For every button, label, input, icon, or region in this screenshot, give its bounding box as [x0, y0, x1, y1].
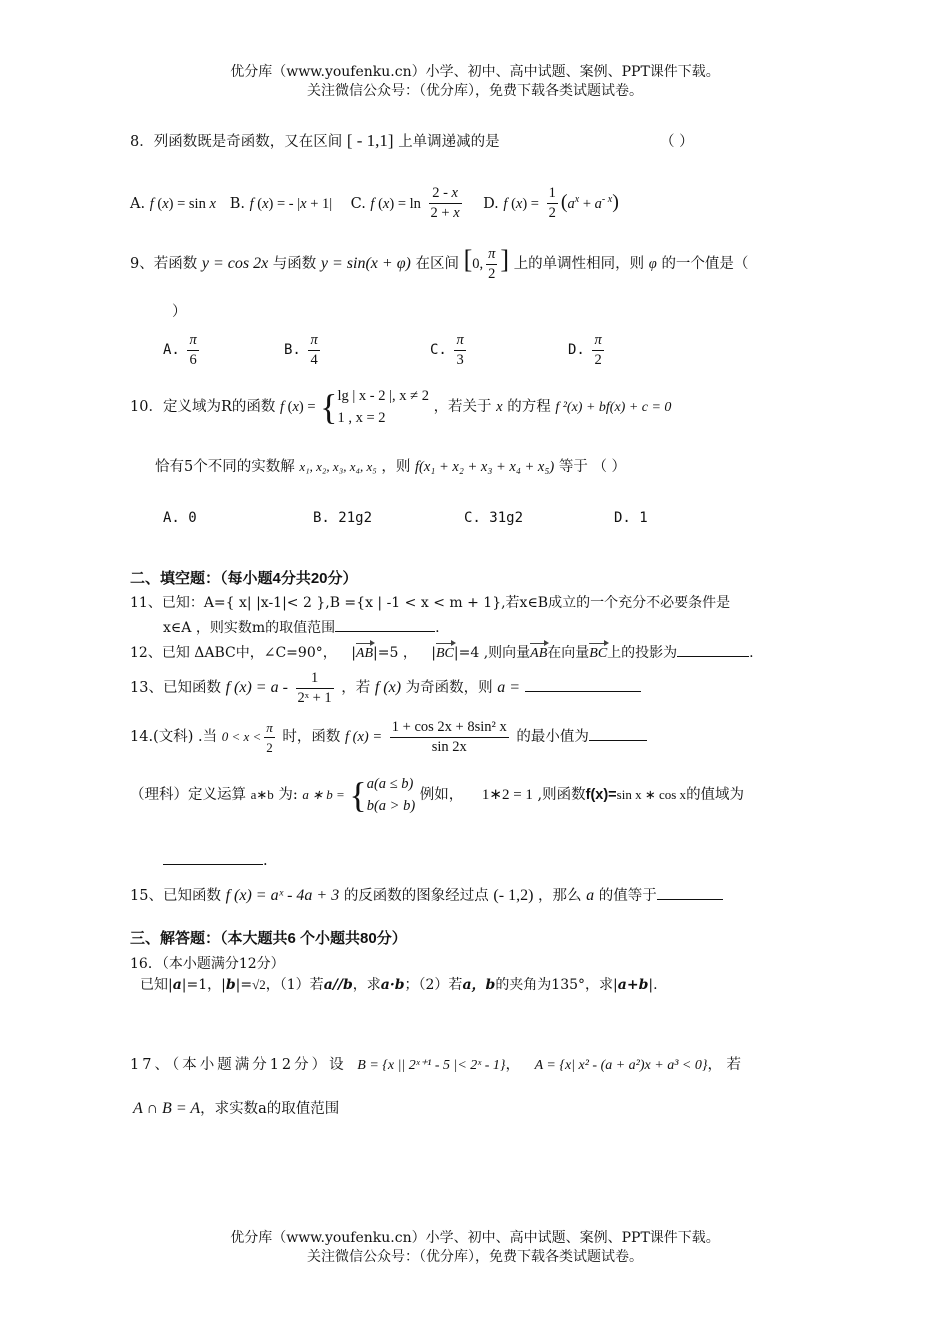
q10-expression: f(x₁ + x₂ + x₃ + x₄ + x₅)	[415, 459, 555, 475]
q10-x: x	[496, 399, 503, 415]
q12-sep: ，	[402, 645, 417, 661]
q11-text: x∈A ，则实数m的取值范围	[163, 620, 336, 636]
q10-option-c: C. 31g2	[464, 510, 524, 526]
q16-header: 16．（本小题满分12分）	[130, 956, 285, 972]
q9-text-5: 的一个值是（	[661, 256, 749, 272]
q16-body-7: 的夹角为135°，求|	[495, 977, 618, 993]
q9-phi: φ	[648, 256, 657, 272]
q14-text-3: ,则函数	[537, 787, 586, 803]
q10-text-1: 10．定义域为R的函数	[130, 399, 276, 415]
q12-text-2: ,则向量	[483, 645, 531, 661]
q12-vector-ab-2: AB	[530, 646, 548, 661]
section-2-title: 二、填空题：（每小题4分共20分）	[130, 570, 358, 587]
q16-vector-b: b	[225, 977, 236, 993]
q14-wei: 为:	[278, 787, 298, 803]
q10-case-1: lg | x - 2 |, x ≠ 2	[337, 388, 429, 404]
q14-text-2: 的最小值为	[516, 729, 589, 745]
section-3-title: 三、解答题：（本大题共6 个小题共80分）	[130, 930, 407, 947]
q12-text-4: 上的投影为	[607, 645, 678, 661]
q14-end: .	[263, 853, 268, 869]
q17-set-a: A = {x| x² - (a + a²)x + a³ < 0}	[534, 1058, 708, 1073]
q8-answer-paren: （ ）	[660, 134, 694, 150]
q15-text-1: 15、已知函数	[130, 888, 221, 904]
q8-option-d-label: D.	[483, 195, 499, 212]
q15-text-3: ，那么	[538, 888, 582, 904]
q9-function-2: y = sin(x + φ)	[320, 255, 411, 272]
q14-condition: 0 < x <	[221, 729, 262, 744]
question-15	[130, 878, 723, 914]
q17-header: 17、（本小题满分12分）设	[130, 1057, 347, 1073]
q13-numerator: 1	[296, 669, 334, 689]
q14-case-1: a(a ≤ b)	[366, 776, 414, 792]
q14-definition: a ∗ b =	[302, 787, 345, 802]
q8-options: A. f (x) = sin x B. f (x) = - |x + 1| C. f (x) = ln $\frac{2 - x}{2 + x}$ D. f (x) = $\frac{1}{2}$ $(a^x + a^{- x})$	[130, 185, 619, 222]
q10-text-6: 等于	[558, 459, 588, 475]
q9-option-c: C. $\frac{\pi}{3}$	[430, 331, 464, 368]
q9-option-b-label: B.	[284, 342, 301, 358]
q17-line-2	[133, 1097, 339, 1118]
question-12: 12、已知 ΔABC中，∠C=90°， |AB|=5 ， |BC|=4 ,则向量AB在向量BC上的投影为 .	[130, 642, 754, 662]
q15-answer-blank[interactable]	[657, 885, 723, 900]
q8-option-c-label: C.	[350, 195, 366, 212]
header-line-1: 优分库（www.youfenku.cn）小学、初中、高中试题、案例、PPT课件下载。	[230, 64, 720, 80]
q17-set-b: B = {x || 2ˣ⁺¹ - 5 |< 2ˣ - 1}	[357, 1058, 506, 1073]
q10-solutions: x₁, x₂, x₃, x₄, x₅	[299, 459, 377, 474]
q14-two: 2	[266, 739, 273, 755]
question-17	[130, 1050, 741, 1081]
q12-vector-bc: BC	[436, 646, 454, 661]
q14-wenke-answer-blank[interactable]	[589, 726, 647, 741]
q9-close-paren: ）	[172, 304, 187, 320]
q14-fx-bold: f(x)=	[585, 787, 617, 803]
q10-text-4: 恰有5个不同的实数解	[155, 459, 295, 475]
q13-text-1: 13、已知函数	[130, 680, 221, 696]
q14-example-label: 例如，	[419, 787, 464, 803]
q14-operator: a∗b	[250, 787, 274, 802]
q16-body-4: ，（1）若	[265, 977, 324, 993]
q17-comma: ，	[505, 1057, 520, 1073]
question-13	[130, 667, 641, 709]
q14-case-2: b(a > b)	[366, 798, 416, 814]
q11-line-2	[163, 617, 440, 637]
q9-text-3: 在区间	[415, 256, 459, 272]
question-9: 9、若函数 y = cos 2x 与函数 y = sin(x + φ) 在区间 [0, $\frac{\pi}{2}$ ] 上的单调性相同，则 φ 的一个值是（	[130, 245, 749, 282]
q9-option-b: B. $\frac{\pi}{4}$	[284, 331, 318, 368]
q16-vector-a: a	[172, 977, 182, 993]
q15-text-4: 的值等于	[598, 888, 657, 904]
q8-interval: [ - 1,1]	[346, 131, 394, 150]
q12-text-3: 在向量	[547, 645, 590, 661]
q8-tail: 上单调递减的是	[398, 134, 500, 150]
question-10: 10．定义域为R的函数 f (x) = { lg | x - 2 |, x ≠ 2 1 , x = 2 ，若关于 x 的方程 f ²(x) + bf(x) + c = 0	[130, 387, 672, 427]
q8-text: 8．列函数既是奇函数，又在区间	[130, 134, 343, 150]
q14-like-answer	[163, 850, 268, 869]
footer-line-2: 关注微信公众号：（优分库），免费下载各类试题试卷。	[307, 1249, 643, 1265]
q14-denominator: sin 2x	[431, 738, 467, 755]
q17-condition: A ∩ B = A	[133, 1100, 201, 1117]
q16-body-5: ，求	[352, 977, 381, 993]
q16-a-b: a，b	[462, 977, 496, 993]
q10-text-5: ，则	[381, 459, 411, 475]
q9-text-1: 9、若函数	[130, 256, 198, 272]
q9-text-4: 上的单调性相同，则	[513, 256, 645, 272]
q16-sum: a+b	[617, 977, 649, 993]
q14-example: 1∗2 = 1	[481, 787, 533, 803]
q9-option-a-label: A.	[163, 342, 180, 358]
q16-body-8: |.	[648, 977, 658, 993]
q13-fx: f (x)	[374, 679, 402, 696]
q9-option-d: D. $\frac{\pi}{2}$	[568, 331, 602, 368]
q12-end: .	[749, 645, 754, 661]
q9-option-d-label: D.	[568, 342, 585, 358]
q16-parallel: a//b	[323, 977, 353, 993]
q10-equation: f ²(x) + bf(x) + c = 0	[555, 400, 672, 415]
q10-option-d: D. 1	[614, 510, 648, 526]
q15-a: a	[586, 887, 595, 904]
q14-function-expr: sin x ∗ cos x	[616, 787, 687, 802]
q13-text-2: ，若	[341, 680, 371, 696]
q17-ruo: ， 若	[707, 1057, 742, 1073]
q16-body-1: 已知|	[140, 977, 173, 993]
q16-body-3: |=	[235, 977, 253, 993]
q14-fx: f (x) =	[345, 729, 383, 745]
header-line-2: 关注微信公众号：（优分库），免费下载各类试题试卷。	[307, 83, 643, 99]
q9-function-1: y = cos 2x	[201, 255, 269, 272]
q9-options: A. $\frac{\pi}{6}$	[163, 331, 197, 368]
q14-text-1: 时，函数	[282, 729, 341, 745]
footer-line-1: 优分库（www.youfenku.cn）小学、初中、高中试题、案例、PPT课件下载。	[230, 1230, 720, 1246]
q14-like-answer-blank[interactable]	[163, 850, 263, 865]
q16-sqrt2: √2	[252, 977, 266, 992]
q10-option-b: B. 21g2	[313, 510, 373, 526]
q13-function: f (x) = a -	[225, 679, 288, 696]
q13-text-3: 为奇函数，则	[405, 680, 493, 696]
q12-text-1: 12、已知 ΔABC中，∠C=90°，	[130, 645, 337, 661]
q14-numerator: 1 + cos 2x + 8sin² x	[390, 718, 509, 738]
q10-text-2: ，若关于	[433, 399, 492, 415]
q10-text-3: 的方程	[507, 399, 551, 415]
q8-option-a-label: A.	[130, 195, 146, 212]
q12-answer-blank[interactable]	[677, 642, 749, 657]
q17-tail: ，求实数a的取值范围	[200, 1101, 340, 1117]
q16-body-6: ；（2）若	[404, 977, 463, 993]
q16-body	[140, 976, 658, 994]
question-14-like: （理科）定义运算 a∗b 为: a ∗ b = { a(a ≤ b) b(a > b) 例如， 1∗2 = 1 ,则函数f(x)=sin x ∗ cos x的值域为	[130, 775, 745, 815]
q11-end: .	[435, 620, 440, 636]
q11-line-1: 11、已知：A={ x| |x-1|< 2 },B ={x | -1 < x < m + 1},若x∈B成立的一个充分不必要条件是	[130, 595, 731, 611]
q14-lead: 14.(文科) .当	[130, 729, 218, 745]
q10-option-a: A. 0	[163, 510, 197, 526]
q14-pi: π	[264, 718, 275, 738]
q15-function: f (x) = aˣ - 4a + 3	[225, 887, 340, 904]
q9-option-c-label: C.	[430, 342, 447, 358]
q15-text-2: 的反函数的图象经过点	[343, 888, 489, 904]
q10-answer-paren: （ ）	[592, 459, 627, 475]
q12-vector-ab: AB	[355, 646, 374, 661]
q9-text-2: 与函数	[272, 256, 317, 272]
q12-vector-bc-2: BC	[589, 646, 608, 661]
q16-body-2: |=1，|	[181, 977, 226, 993]
q14-text-4: 的值域为	[686, 787, 745, 803]
q13-denominator: 2ˣ + 1	[297, 689, 332, 706]
q16-dot-product: a·b	[380, 977, 405, 993]
question-14-wenke	[130, 716, 647, 758]
q10-line-2	[155, 452, 626, 482]
q14-li-lead: （理科）定义运算	[130, 787, 246, 803]
q8-option-b-label: B.	[229, 195, 245, 212]
q10-case-2: 1 , x = 2	[337, 410, 386, 426]
q13-answer-blank[interactable]	[525, 677, 641, 692]
question-8	[130, 130, 500, 151]
q11-answer-blank[interactable]	[335, 617, 435, 632]
q15-point: (- 1,2)	[493, 887, 534, 904]
q13-a: a =	[497, 679, 521, 696]
